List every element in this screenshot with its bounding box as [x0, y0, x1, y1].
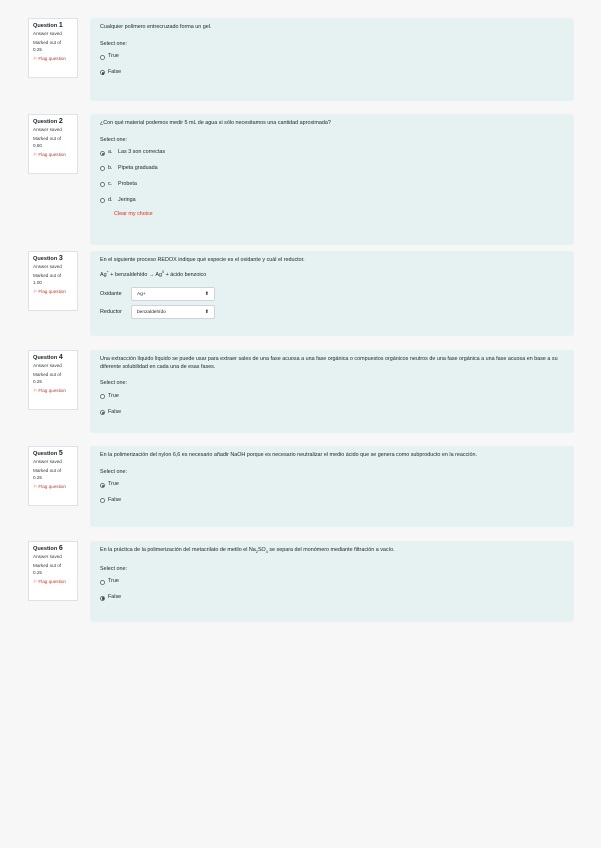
question-mark: 0.50 [33, 142, 42, 148]
oxidant-row [100, 287, 564, 302]
question-info [28, 251, 78, 311]
question-mark: 0.25 [33, 474, 42, 480]
question-status: Answer saved [33, 264, 62, 269]
answer-option-false[interactable]: False [100, 69, 564, 77]
radio-button-selected[interactable] [100, 151, 105, 156]
question-mark: 1.00 [33, 279, 42, 285]
radio-button[interactable] [100, 166, 105, 171]
question-info [28, 541, 78, 601]
radio-button[interactable] [100, 182, 105, 187]
marked-out-of-label: Marked out of [33, 372, 62, 378]
question-number: Question 3 [33, 255, 63, 262]
radio-button[interactable] [100, 55, 105, 60]
question-number: Question 5 [33, 450, 63, 457]
marked-out-of-label: Marked out of [33, 273, 62, 279]
dropdown-caret-icon: ⬍ [204, 308, 209, 315]
question-content [90, 446, 574, 527]
question-content [90, 541, 574, 622]
answer-option-a[interactable]: a. Las 3 son correctas [100, 149, 564, 157]
select-one-label: Select one: [100, 468, 127, 475]
question-content [90, 18, 574, 101]
reductant-label: Reductor [100, 308, 122, 315]
select-one-label: Select one: [100, 136, 127, 143]
question-number: Question 2 [33, 118, 63, 125]
flag-question-link[interactable]: ⚐ Flag question [33, 152, 66, 158]
reductant-row [100, 305, 564, 320]
question-text: Una extracción líquido líquido se puede usar para extraer sales de una fase acuosa a una fase orgánica o compuestos orgánicos neutros de una fase orgánica a una fase acuosa en base a su diferente solubilidad en cada una de esas fases. [100, 356, 558, 370]
question-status: Answer saved [33, 127, 62, 132]
question-number: Question 4 [33, 354, 63, 361]
question-number: Question 1 [33, 22, 63, 29]
question-mark: 0.25 [33, 569, 42, 575]
question-text: En la polimerización del nylon 6,6 es necesario añadir NaOH porque es necesario neutralizar el medio ácido que se genera como subproducto en la reacción. [100, 452, 477, 458]
radio-button-selected[interactable] [100, 410, 105, 415]
answer-option-true[interactable]: True [100, 578, 564, 586]
oxidant-select[interactable]: Ag+ ⬍ [131, 287, 215, 301]
question-info [28, 350, 78, 410]
answer-option-b[interactable]: b. Pipeta graduada [100, 165, 564, 173]
radio-button-selected[interactable] [100, 483, 105, 488]
radio-button-selected[interactable] [100, 70, 105, 75]
answer-option-false[interactable]: False [100, 497, 564, 505]
marked-out-of-label: Marked out of [33, 40, 62, 46]
question-number: Question 6 [33, 545, 63, 552]
select-one-label: Select one: [100, 565, 127, 572]
select-one-label: Select one: [100, 380, 127, 387]
marked-out-of-label: Marked out of [33, 136, 62, 142]
clear-choice-link[interactable]: Clear my choice [114, 211, 153, 218]
question-status: Answer saved [33, 554, 62, 559]
question-status: Answer saved [33, 31, 62, 36]
answer-option-d[interactable]: d. Jeringa [100, 197, 564, 205]
answer-option-true[interactable]: True [100, 481, 564, 489]
answer-option-true[interactable]: True [100, 393, 564, 401]
question-text: Cualquier polímero entrecruzado forma un gel. [100, 24, 212, 30]
reductant-select[interactable]: benzaldehído ⬍ [131, 305, 215, 319]
question-status: Answer saved [33, 363, 62, 368]
flag-question-link[interactable]: ⚐ Flag question [33, 289, 66, 295]
radio-button[interactable] [100, 394, 105, 399]
flag-question-link[interactable]: ⚐ Flag question [33, 579, 66, 585]
select-one-label: Select one: [100, 40, 127, 47]
answer-option-false[interactable]: False [100, 409, 564, 417]
answer-option-c[interactable]: c. Probeta [100, 181, 564, 189]
radio-button[interactable] [100, 198, 105, 203]
radio-button-selected[interactable] [100, 596, 105, 601]
question-mark: 0.25 [33, 46, 42, 52]
question-status: Answer saved [33, 459, 62, 464]
question-info [28, 446, 78, 506]
oxidant-label: Oxidante [100, 290, 122, 297]
radio-button[interactable] [100, 580, 105, 585]
answer-option-false[interactable]: False [100, 594, 564, 602]
dropdown-caret-icon: ⬍ [204, 290, 209, 297]
question-text: ¿Con qué material podemos medir 5 mL de agua si sólo necesitamos una cantidad aproximada? [100, 120, 331, 126]
question-content [90, 114, 574, 245]
flag-question-link[interactable]: ⚐ Flag question [33, 56, 66, 62]
question-content [90, 350, 574, 433]
question-text: En el siguiente proceso REDOX indique qué especie es el oxidante y cuál el reductor. [100, 257, 305, 263]
answer-option-true[interactable]: True [100, 53, 564, 61]
question-info [28, 18, 78, 78]
marked-out-of-label: Marked out of [33, 563, 62, 569]
flag-question-link[interactable]: ⚐ Flag question [33, 388, 66, 394]
question-mark: 0.25 [33, 378, 42, 384]
redox-equation: Ag+ + benzaldehído → $Ag^0$ + ácido benzoico [100, 269, 207, 278]
question-content [90, 251, 574, 336]
flag-question-link[interactable]: ⚐ Flag question [33, 484, 66, 490]
question-info [28, 114, 78, 174]
question-text: En la práctica de la polimerización del metacrilato de metilo el $Na_2SO_4$ se separa del monómero mediante filtración a vacío. [100, 547, 395, 555]
marked-out-of-label: Marked out of [33, 468, 62, 474]
radio-button[interactable] [100, 498, 105, 503]
